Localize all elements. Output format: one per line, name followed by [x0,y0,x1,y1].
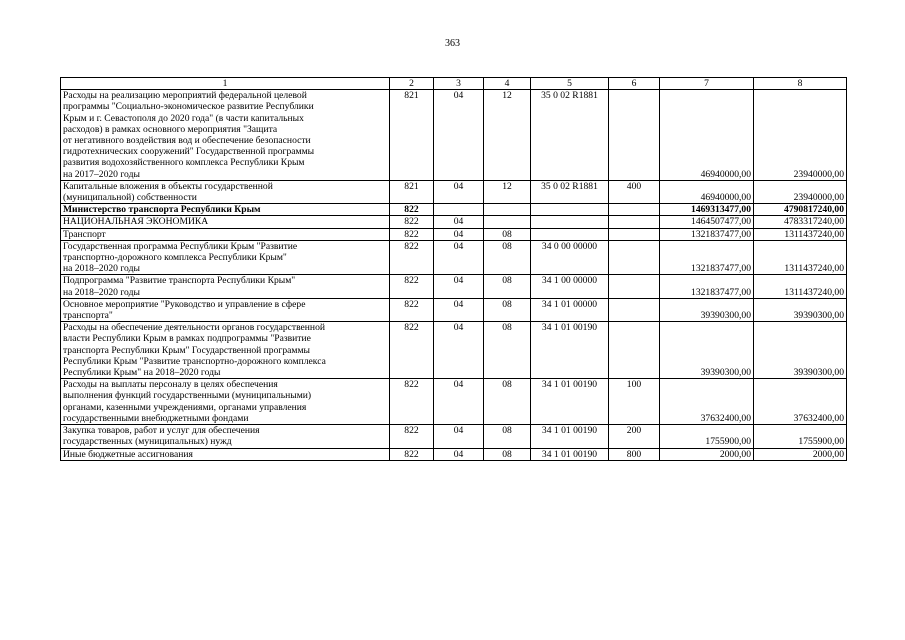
admin-code-cell: 822 [390,425,434,448]
section-code-cell: 04 [434,216,484,228]
subsection-code-cell: 08 [484,322,531,379]
amount-2020-cell: 1311437240,00 [754,228,847,240]
amount-2019-cell: 1755900,00 [660,425,754,448]
target-article-cell: 34 1 00 00000 [531,275,609,298]
description-line: расходов) в рамках основного мероприятия "Защита [63,123,278,135]
amount-2020-cell: 4783317240,00 [754,216,847,228]
amount-2019-cell: 1469313477,00 [660,204,754,216]
table-row [61,90,847,181]
amount-2019-cell: 1464507477,00 [660,216,754,228]
amount-2020-cell: 1311437240,00 [754,275,847,298]
section-code-cell: 04 [434,228,484,240]
description-line: Капитальные вложения в объекты государственной [63,180,273,192]
table-row [61,298,847,321]
description-line: Министерство транспорта Республики Крым [63,204,261,216]
subsection-code-cell [484,204,531,216]
section-code-cell: 04 [434,298,484,321]
description-line: Республики Крым" на 2018–2020 годы [63,367,221,379]
amount-2019-cell: 1321837477,00 [660,228,754,240]
description-line: Подпрограмма "Развитие транспорта Республики Крым" [63,275,296,287]
subsection-code-cell: 12 [484,90,531,181]
description-line: на 2017–2020 годы [63,168,140,180]
target-article-cell: 34 1 01 00190 [531,448,609,460]
table-row [61,228,847,240]
target-article-cell [531,216,609,228]
amount-2020-cell: 1311437240,00 [754,240,847,275]
row-description [61,298,390,321]
expense-type-cell [609,275,660,298]
description-line: на 2018–2020 годы [63,263,140,275]
description-line: на 2018–2020 годы [63,286,140,298]
expense-type-cell: 200 [609,425,660,448]
row-description [61,322,390,379]
description-line: (муниципальной) собственности [63,192,197,204]
column-header: 2 [390,78,434,90]
amount-2019-cell: 37632400,00 [660,379,754,425]
admin-code-cell: 821 [390,180,434,203]
expense-type-cell [609,240,660,275]
expense-type-cell: 400 [609,180,660,203]
description-line: Иные бюджетные ассигнования [63,448,193,460]
page-number: 363 [445,38,460,49]
description-line: Расходы на выплаты персоналу в целях обеспечения [63,379,278,391]
expense-type-cell [609,90,660,181]
admin-code-cell: 822 [390,228,434,240]
amount-2019-cell: 2000,00 [660,448,754,460]
table-row [61,180,847,203]
section-code-cell: 04 [434,90,484,181]
section-code-cell: 04 [434,240,484,275]
description-line: власти Республики Крым в рамках подпрограммы "Развитие [63,333,311,345]
expense-type-cell: 100 [609,379,660,425]
amount-2019-cell: 1321837477,00 [660,275,754,298]
row-description [61,240,390,275]
section-code-cell: 04 [434,425,484,448]
subsection-code-cell: 12 [484,180,531,203]
section-code-cell: 04 [434,180,484,203]
admin-code-cell: 821 [390,90,434,181]
description-line: Государственная программа Республики Крым "Развитие [63,240,298,252]
row-description [61,90,390,181]
admin-code-cell: 822 [390,204,434,216]
description-line: Республики Крым "Развитие транспортно-дорожного комплекса [63,355,326,367]
column-header: 6 [609,78,660,90]
subsection-code-cell: 08 [484,425,531,448]
target-article-cell: 34 1 01 00190 [531,379,609,425]
table-row [61,425,847,448]
row-description [61,228,390,240]
admin-code-cell: 822 [390,379,434,425]
target-article-cell: 35 0 02 R1881 [531,90,609,181]
amount-2020-cell: 2000,00 [754,448,847,460]
column-header: 8 [754,78,847,90]
column-header: 4 [484,78,531,90]
column-header: 3 [434,78,484,90]
table-row [61,216,847,228]
subsection-code-cell [484,216,531,228]
amount-2020-cell: 1755900,00 [754,425,847,448]
amount-2019-cell: 1321837477,00 [660,240,754,275]
subsection-code-cell: 08 [484,228,531,240]
table-row [61,275,847,298]
subsection-code-cell: 08 [484,379,531,425]
column-header: 7 [660,78,754,90]
subsection-code-cell: 08 [484,275,531,298]
amount-2019-cell: 39390300,00 [660,322,754,379]
subsection-code-cell: 08 [484,448,531,460]
description-line: Закупка товаров, работ и услуг для обеспечения [63,425,260,437]
table-header-row [61,78,847,90]
description-line: от негативного воздействия вод и обеспечение безопасности [63,135,311,147]
row-description [61,204,390,216]
amount-2019-cell: 46940000,00 [660,180,754,203]
description-line: гидротехнических сооружений" Государственной программы [63,146,315,158]
description-line: государственных (муниципальных) нужд [63,436,232,448]
amount-2019-cell: 46940000,00 [660,90,754,181]
table-row [61,322,847,379]
expense-type-cell [609,228,660,240]
description-line: Расходы на обеспечение деятельности органов государственной [63,322,326,334]
section-code-cell: 04 [434,275,484,298]
row-description [61,180,390,203]
description-line: Расходы на реализацию мероприятий федеральной целевой [63,90,307,102]
description-line: выполнения функций государственными (муниципальными) [63,390,312,402]
target-article-cell: 35 0 02 R1881 [531,180,609,203]
admin-code-cell: 822 [390,448,434,460]
table-row [61,379,847,425]
table-row [61,204,847,216]
expense-type-cell [609,322,660,379]
admin-code-cell: 822 [390,298,434,321]
admin-code-cell: 822 [390,240,434,275]
expense-type-cell [609,298,660,321]
table-row [61,448,847,460]
description-line: транспорта Республики Крым" Государственной программы [63,344,310,356]
target-article-cell [531,204,609,216]
description-line: транспорта" [63,310,113,322]
amount-2020-cell: 23940000,00 [754,180,847,203]
description-line: транспортно-дорожного комплекса Республики Крым" [63,252,287,264]
description-line: НАЦИОНАЛЬНАЯ ЭКОНОМИКА [63,216,209,228]
subsection-code-cell: 08 [484,298,531,321]
target-article-cell: 34 1 01 00190 [531,322,609,379]
amount-2020-cell: 23940000,00 [754,90,847,181]
description-line: развития водохозяйственного комплекса Республики Крым [63,157,305,169]
target-article-cell: 34 1 01 00000 [531,298,609,321]
admin-code-cell: 822 [390,216,434,228]
amount-2019-cell: 39390300,00 [660,298,754,321]
description-line: программы "Социально-экономическое развитие Республики [63,101,314,113]
admin-code-cell: 822 [390,275,434,298]
amount-2020-cell: 37632400,00 [754,379,847,425]
admin-code-cell: 822 [390,322,434,379]
description-line: Крым и г. Севастополя до 2020 года" (в части капитальных [63,112,304,124]
amount-2020-cell: 39390300,00 [754,298,847,321]
section-code-cell: 04 [434,448,484,460]
subsection-code-cell: 08 [484,240,531,275]
target-article-cell [531,228,609,240]
expense-type-cell [609,204,660,216]
section-code-cell: 04 [434,322,484,379]
amount-2020-cell: 4790817240,00 [754,204,847,216]
section-code-cell [434,204,484,216]
description-line: государственными внебюджетными фондами [63,412,249,424]
expense-type-cell [609,216,660,228]
section-code-cell: 04 [434,379,484,425]
column-header: 5 [531,78,609,90]
table-row [61,240,847,275]
row-description [61,425,390,448]
budget-table [60,77,847,461]
expense-type-cell: 800 [609,448,660,460]
column-header: 1 [61,78,390,90]
row-description [61,448,390,460]
description-line: Основное мероприятие "Руководство и управление в сфере [63,298,306,310]
row-description [61,216,390,228]
description-line: Транспорт [63,228,106,240]
amount-2020-cell: 39390300,00 [754,322,847,379]
row-description [61,379,390,425]
target-article-cell: 34 0 00 00000 [531,240,609,275]
target-article-cell: 34 1 01 00190 [531,425,609,448]
row-description [61,275,390,298]
description-line: органами, казенными учреждениями, органами управления [63,401,307,413]
